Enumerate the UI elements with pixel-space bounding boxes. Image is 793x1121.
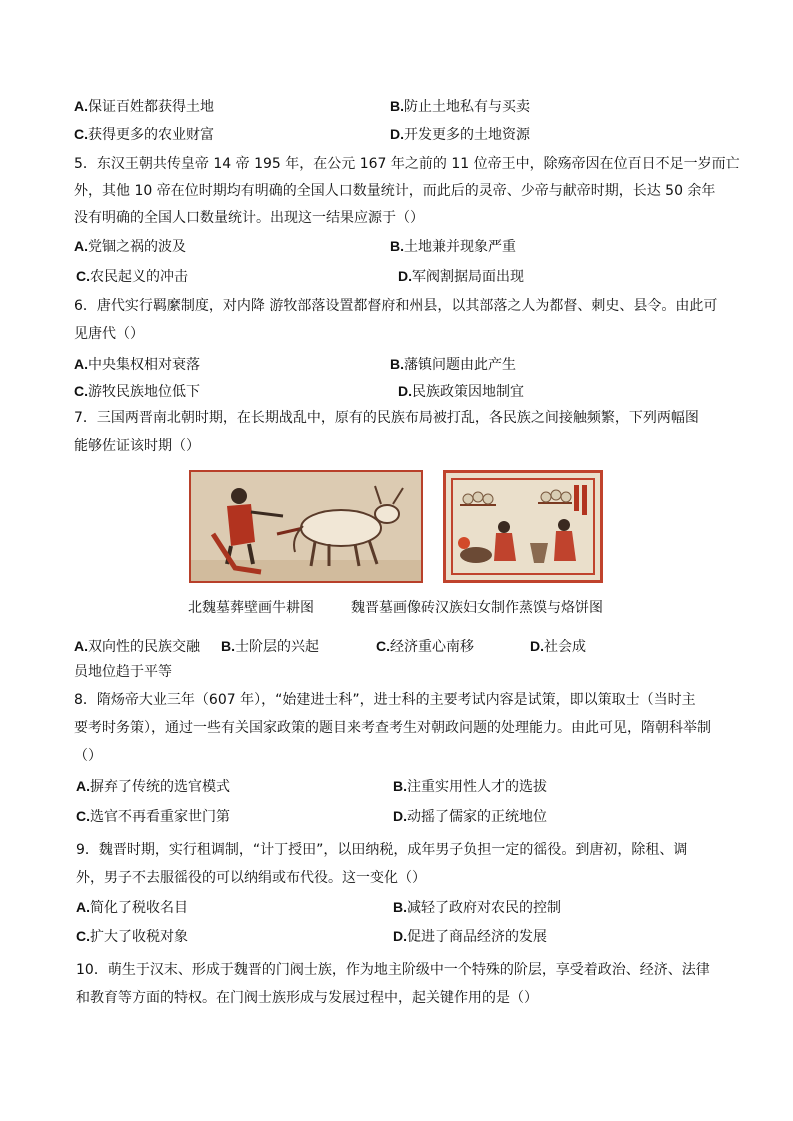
figure-caption-women-cooking: 魏晋墓画像砖汉族妇女制作蒸馍与烙饼图: [351, 600, 603, 616]
q7-option-d[interactable]: D.社会成: [530, 638, 586, 655]
q6-option-d[interactable]: D.民族政策因地制宜: [398, 383, 524, 400]
q9-stem-line-1: 9．魏晋时期，实行租调制，“计丁授田”，以田纳税，成年男子负担一定的徭役。到唐初，除租、调: [76, 842, 688, 858]
q6-option-a[interactable]: A.中央集权相对衰落: [74, 356, 200, 373]
women-making-buns-drawing: [446, 473, 600, 580]
q6-stem-line-1: 6．唐代实行羁縻制度，对内降 游牧部落设置都督府和州县，以其部落之人为都督、刺史、县令。由此可: [74, 298, 718, 314]
q10-stem-line-1: 10．萌生于汉末、形成于魏晋的门阀士族，作为地主阶级中一个特殊的阶层，享受着政治、经济、法律: [76, 962, 710, 978]
q4-option-a[interactable]: A.保证百姓都获得土地: [74, 98, 214, 115]
q8-option-c[interactable]: C.选官不再看重家世门第: [76, 808, 230, 825]
q7-stem-line-2: 能够佐证该时期（）: [74, 438, 200, 454]
q9-stem-line-2: 外，男子不去服徭役的可以纳绢或布代役。这一变化（）: [76, 870, 426, 886]
q5-option-b[interactable]: B.土地兼并现象严重: [390, 238, 516, 255]
q7-option-b[interactable]: B.士阶层的兴起: [221, 638, 319, 655]
q7-option-c[interactable]: C.经济重心南移: [376, 638, 474, 655]
ox-plowing-mural-drawing: [191, 472, 421, 581]
q4-option-d[interactable]: D.开发更多的土地资源: [390, 126, 530, 143]
q8-stem-line-3: （）: [74, 748, 102, 764]
q4-option-b[interactable]: B.防止土地私有与买卖: [390, 98, 530, 115]
q9-option-a[interactable]: A.简化了税收名目: [76, 899, 188, 916]
q6-option-b[interactable]: B.藩镇问题由此产生: [390, 356, 516, 373]
q5-stem-line-2: 外，其他 10 帝在位时期均有明确的全国人口数量统计，而此后的灵帝、少帝与献帝时期，长达 50 余年: [74, 183, 716, 199]
q6-option-c[interactable]: C.游牧民族地位低下: [74, 383, 200, 400]
women-making-buns-brick-image: [443, 470, 603, 583]
q8-option-b[interactable]: B.注重实用性人才的选拔: [393, 778, 547, 795]
q4-option-c[interactable]: C.获得更多的农业财富: [74, 126, 214, 143]
figure-caption-ox-plowing: 北魏墓葬壁画牛耕图: [188, 600, 314, 616]
q7-option-a[interactable]: A.双向性的民族交融: [74, 638, 200, 655]
q5-stem-line-3: 没有明确的全国人口数量统计。出现这一结果应源于（）: [74, 210, 424, 226]
q5-option-c[interactable]: C.农民起义的冲击: [76, 268, 188, 285]
q7-stem-line-1: 7．三国两晋南北朝时期，在长期战乱中，原有的民族布局被打乱，各民族之间接触频繁，下列两幅图: [74, 410, 699, 426]
q8-stem-line-1: 8．隋炀帝大业三年（607 年），“始建进士科”，进士科的主要考试内容是试策，即以策取士（当时主: [74, 692, 696, 708]
q9-option-b[interactable]: B.减轻了政府对农民的控制: [393, 899, 561, 916]
q8-option-a[interactable]: A.摒弃了传统的选官模式: [76, 778, 230, 795]
q9-option-c[interactable]: C.扩大了收税对象: [76, 928, 188, 945]
q5-option-d[interactable]: D.军阀割据局面出现: [398, 268, 524, 285]
q6-stem-line-2: 见唐代（）: [74, 326, 144, 342]
q10-stem-line-2: 和教育等方面的特权。在门阀士族形成与发展过程中，起关键作用的是（）: [76, 990, 538, 1006]
q9-option-d[interactable]: D.促进了商品经济的发展: [393, 928, 547, 945]
q5-stem-line-1: 5．东汉王朝共传皇帝 14 帝 195 年，在公元 167 年之前的 11 位帝王中，除殇帝因在位百日不足一岁而亡: [74, 156, 740, 172]
q8-option-d[interactable]: D.动摇了儒家的正统地位: [393, 808, 547, 825]
ox-plowing-mural-image: [189, 470, 423, 583]
q8-stem-line-2: 要考时务策），通过一些有关国家政策的题目来考查考生对朝政问题的处理能力。由此可见，隋朝科举制: [74, 720, 711, 736]
q5-option-a[interactable]: A.党锢之祸的波及: [74, 238, 186, 255]
q7-option-d-continuation: 员地位趋于平等: [74, 664, 172, 680]
